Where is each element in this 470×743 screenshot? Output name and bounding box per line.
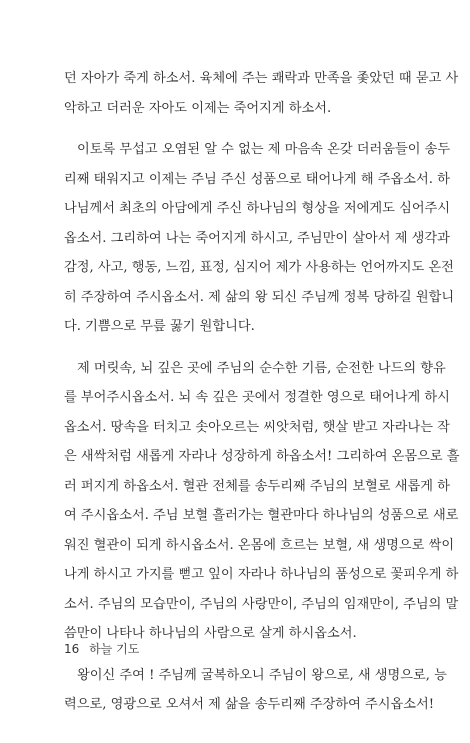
text-line: 리째 태워지고 이제는 주님 주신 성품으로 태어나게 해 주옵소서. 하 <box>64 171 450 187</box>
text-line: 제 머릿속, 뇌 깊은 곳에 주님의 순수한 기름, 순전한 나드의 향유 <box>77 360 446 376</box>
text-line: 를 부어주시옵소서. 뇌 속 깊은 곳에서 정결한 영으로 태어나게 하시 <box>64 390 450 405</box>
page-body <box>64 64 460 720</box>
running-title: 하늘 기도 <box>89 642 140 656</box>
text-line: 나게 하시고 가지를 뻗고 잎이 자라나 하나님의 품성으로 꽃피우게 하 <box>64 567 459 582</box>
text-line: 옵소서. 땅속을 터치고 솟아오르는 씨앗처럼, 햇살 받고 자라나는 작 <box>64 419 450 435</box>
text-line: 은 새싹처럼 새롭게 자라나 성장하게 하옵소서! 그리하여 온몸으로 흘 <box>64 449 460 464</box>
text-line: 력으로, 영광으로 오셔서 제 삶을 송두리째 주장하여 주시옵소서! <box>64 697 435 712</box>
paragraph <box>64 64 459 123</box>
paragraph <box>64 354 460 649</box>
text-line: 던 자아가 죽게 하소서. 육체에 주는 쾌락과 만족을 좇았던 때 묻고 사 <box>64 71 459 86</box>
text-line: 워진 혈관이 되게 하시옵소서. 온몸에 흐르는 보혈, 새 생명으로 싹이 <box>64 537 455 553</box>
text-line: 여 주시옵소서. 주님 보혈 흘러가는 혈관마다 하나님의 성품으로 새로 <box>64 508 459 523</box>
text-line: 왕이신 주여 ! 주님께 굴복하오니 주님이 왕으로, 새 생명으로, 능 <box>77 667 447 683</box>
text-line: 씀만이 나타나 하나님의 사람으로 살게 하시옵소서. <box>64 626 357 641</box>
text-line: 히 주장하여 주시옵소서. 제 삶의 왕 되신 주님께 정복 당하길 원합니 <box>64 289 455 305</box>
text-line: 다. 기쁨으로 무릎 꿇기 원합니다. <box>64 319 255 334</box>
page-number: 16 <box>64 642 80 656</box>
text-line: 러 퍼지게 하옵소서. 혈관 전체를 송두리째 주님의 보혈로 새롭게 하 <box>64 478 450 494</box>
text-line: 감정, 사고, 행동, 느낌, 표정, 심지어 제가 사용하는 언어까지도 온전 <box>64 260 454 275</box>
paragraph <box>64 661 447 720</box>
text-line: 이토록 무섭고 오염된 알 수 없는 제 마음속 온갖 더러움들이 송두 <box>77 142 451 157</box>
page-footer <box>64 640 139 657</box>
text-line: 악하고 더러운 자아도 이제는 죽어지게 하소서. <box>64 100 332 116</box>
paragraph <box>64 135 455 342</box>
text-line: 소서. 주님의 모습만이, 주님의 사랑만이, 주님의 임재만이, 주님의 말 <box>64 596 459 612</box>
text-line: 나님께서 최초의 아담에게 주신 하나님의 형상을 저에게도 심어주시 <box>64 201 451 216</box>
text-line: 옵소서. 그리하여 나는 죽어지게 하시고, 주님만이 살아서 제 생각과 <box>64 230 450 246</box>
